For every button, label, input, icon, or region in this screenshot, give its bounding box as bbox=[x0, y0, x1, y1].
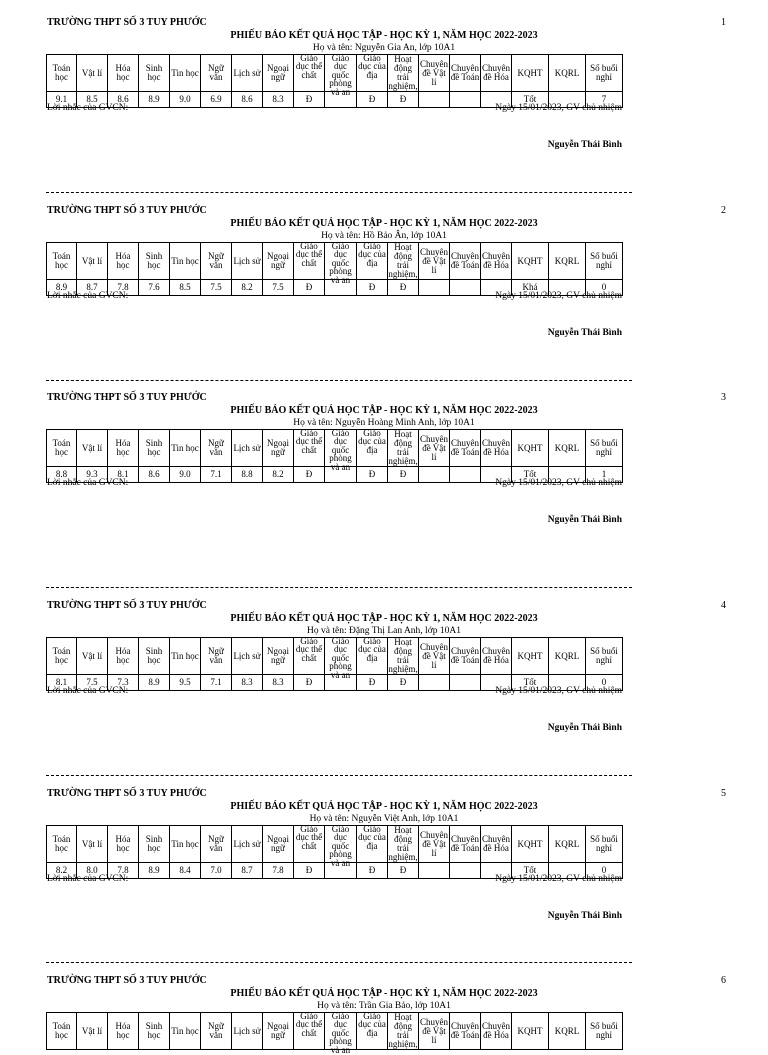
grade-cell: 7.5 bbox=[201, 280, 232, 296]
column-header: Ngoại ngữ bbox=[263, 55, 294, 92]
card-number: 6 bbox=[721, 975, 726, 986]
school-name: TRƯỜNG THPT SỐ 3 TUY PHƯỚC bbox=[47, 975, 207, 986]
column-header: Toán học bbox=[47, 243, 77, 280]
grade-cell bbox=[419, 863, 450, 879]
column-header bbox=[357, 638, 388, 675]
column-header: Vật lí bbox=[77, 430, 108, 467]
column-header: Lịch sử bbox=[232, 638, 263, 675]
grade-cell: 7.6 bbox=[139, 280, 170, 296]
column-header-text: Giáo dục thể chất bbox=[295, 636, 323, 663]
grade-cell: Đ bbox=[388, 675, 419, 691]
column-header: Hoạt động trải nghiệm, bbox=[388, 54, 418, 91]
header-row bbox=[47, 1013, 623, 1050]
grade-cell: 7.1 bbox=[201, 467, 232, 483]
column-header: Lịch sử bbox=[232, 55, 263, 92]
column-header: Tin học bbox=[170, 430, 201, 467]
column-header: Sinh học bbox=[139, 826, 170, 863]
card-separator bbox=[46, 587, 632, 588]
column-header: Vật lí bbox=[77, 638, 108, 675]
teacher-name: Nguyễn Thái Bình bbox=[547, 515, 622, 525]
column-header: Chuyên đề Hóa bbox=[481, 430, 512, 467]
column-header: Toán học bbox=[47, 430, 77, 467]
grade-cell: 9.3 bbox=[77, 467, 108, 483]
teacher-name: Nguyễn Thái Bình bbox=[547, 328, 622, 338]
header-row bbox=[47, 638, 623, 675]
grade-cell: 8.2 bbox=[232, 280, 263, 296]
student-line: Họ và tên: Đặng Thị Lan Anh, lớp 10A1 bbox=[307, 626, 461, 636]
teacher-note-label: Lời nhắc của GVCN: bbox=[47, 874, 129, 884]
grade-cell: 7.8 bbox=[108, 863, 139, 879]
column-header: Chuyên đề Vật lí bbox=[419, 638, 450, 675]
school-name: TRƯỜNG THPT SỐ 3 TUY PHƯỚC bbox=[47, 600, 207, 611]
column-header: Sinh học bbox=[139, 243, 170, 280]
column-header: KQHT bbox=[512, 1013, 549, 1050]
column-header: Chuyên đề Vật lí bbox=[419, 826, 450, 863]
column-header bbox=[294, 55, 325, 92]
date-line: Ngày 15/01/2023, GV chủ nhiệm bbox=[495, 103, 622, 113]
date-line: Ngày 15/01/2023, GV chủ nhiệm bbox=[495, 291, 622, 301]
column-header: Lịch sử bbox=[232, 1013, 263, 1050]
grade-cell: 8.6 bbox=[139, 467, 170, 483]
column-header: Số buổi nghỉ bbox=[586, 1013, 623, 1050]
grade-cell bbox=[450, 92, 481, 108]
column-header: Hóa học bbox=[108, 430, 139, 467]
column-header: Ngoại ngữ bbox=[263, 1013, 294, 1050]
grade-cell: 7.0 bbox=[201, 863, 232, 879]
grade-cell: Tốt bbox=[512, 467, 549, 483]
column-header: Toán học bbox=[47, 55, 77, 92]
column-header: Chuyên đề Vật lí bbox=[419, 430, 450, 467]
column-header: Số buổi nghỉ bbox=[586, 826, 623, 863]
grade-cell: 8.6 bbox=[232, 92, 263, 108]
column-header: Lịch sử bbox=[232, 243, 263, 280]
grade-cell bbox=[450, 675, 481, 691]
grade-cell: 9.5 bbox=[170, 675, 201, 691]
grade-cell: 0 bbox=[586, 675, 623, 691]
grade-cell: 9.1 bbox=[47, 92, 77, 108]
card-separator bbox=[46, 775, 632, 776]
column-header-text: Giáo dục thể chất bbox=[295, 428, 323, 455]
column-header: Tin học bbox=[170, 243, 201, 280]
column-header bbox=[357, 55, 388, 92]
grade-cell: 8.5 bbox=[170, 280, 201, 296]
grade-cell: 7 bbox=[586, 92, 623, 108]
grade-cell: Tốt bbox=[512, 92, 549, 108]
column-header bbox=[325, 636, 357, 680]
grade-cell: Tốt bbox=[512, 863, 549, 879]
column-header: Lịch sử bbox=[232, 430, 263, 467]
grade-cell: 8.3 bbox=[232, 675, 263, 691]
grade-cell: 8.8 bbox=[47, 467, 77, 483]
card-number: 5 bbox=[721, 788, 726, 799]
column-header: Tin học bbox=[170, 1013, 201, 1050]
column-header-text: Giáo dục của địa bbox=[358, 53, 386, 80]
grade-cell: Đ bbox=[294, 280, 325, 296]
header-row bbox=[47, 430, 623, 467]
column-header: Ngoại ngữ bbox=[263, 430, 294, 467]
column-header-text: Giáo dục thể chất bbox=[295, 53, 323, 80]
column-header bbox=[357, 243, 388, 280]
grade-cell: 8.6 bbox=[108, 92, 139, 108]
column-header: Ngữ văn bbox=[201, 638, 232, 675]
grade-cell: Đ bbox=[388, 92, 419, 108]
grade-cell: Đ bbox=[357, 863, 388, 879]
column-header: Chuyên đề Hóa bbox=[481, 1013, 512, 1050]
column-header-text: Giáo dục của địa bbox=[358, 824, 386, 851]
grade-cell: Đ bbox=[357, 280, 388, 296]
card-number: 3 bbox=[721, 392, 726, 403]
grade-cell: Đ bbox=[294, 92, 325, 108]
column-header bbox=[325, 1011, 357, 1055]
column-header: Tin học bbox=[170, 638, 201, 675]
grade-cell: 8.9 bbox=[139, 675, 170, 691]
grades-table bbox=[46, 242, 623, 296]
column-header: Lịch sử bbox=[232, 826, 263, 863]
column-header: Vật lí bbox=[77, 243, 108, 280]
column-header: Hóa học bbox=[108, 55, 139, 92]
column-header: Sinh học bbox=[139, 638, 170, 675]
date-line: Ngày 15/01/2023, GV chủ nhiệm bbox=[495, 874, 622, 884]
column-header: Hóa học bbox=[108, 1013, 139, 1050]
grade-cell: 8.0 bbox=[77, 863, 108, 879]
column-header bbox=[294, 638, 325, 675]
card-separator bbox=[46, 192, 632, 193]
grade-cell: 7.8 bbox=[263, 863, 294, 879]
column-header: Vật lí bbox=[77, 55, 108, 92]
grade-cell bbox=[450, 280, 481, 296]
column-header-text: Giáo dục quốc phòng và an bbox=[329, 636, 352, 680]
grade-cell: 8.3 bbox=[263, 92, 294, 108]
report-title: PHIẾU BÁO KẾT QUẢ HỌC TẬP - HỌC KỲ 1, NĂM HỌC 2022-2023 bbox=[230, 801, 538, 812]
column-header bbox=[325, 241, 357, 285]
grade-cell: 8.9 bbox=[47, 280, 77, 296]
school-name: TRƯỜNG THPT SỐ 3 TUY PHƯỚC bbox=[47, 788, 207, 799]
column-header: Chuyên đề Vật lí bbox=[419, 243, 450, 280]
column-header: Ngữ văn bbox=[201, 1013, 232, 1050]
column-header bbox=[325, 428, 357, 472]
column-header: Toán học bbox=[47, 826, 77, 863]
grade-cell: 7.1 bbox=[201, 675, 232, 691]
grades-table bbox=[46, 825, 623, 879]
column-header: Tin học bbox=[170, 55, 201, 92]
grade-cell: 9.0 bbox=[170, 92, 201, 108]
teacher-name: Nguyễn Thái Bình bbox=[547, 911, 622, 921]
column-header: Ngữ văn bbox=[201, 55, 232, 92]
grade-cell bbox=[450, 863, 481, 879]
column-header: Hoạt động trải nghiệm, bbox=[388, 242, 418, 279]
grade-cell: Đ bbox=[388, 467, 419, 483]
card-number: 1 bbox=[721, 17, 726, 28]
teacher-name: Nguyễn Thái Bình bbox=[547, 723, 622, 733]
column-header bbox=[325, 53, 357, 97]
column-header bbox=[357, 826, 388, 863]
grade-cell: Đ bbox=[388, 863, 419, 879]
grade-cell: Đ bbox=[357, 92, 388, 108]
column-header: Ngữ văn bbox=[201, 430, 232, 467]
grade-cell: Đ bbox=[294, 675, 325, 691]
teacher-note-label: Lời nhắc của GVCN: bbox=[47, 103, 129, 113]
grade-cell: 8.4 bbox=[170, 863, 201, 879]
column-header: KQRL bbox=[549, 826, 586, 863]
grade-cell: 8.2 bbox=[47, 863, 77, 879]
column-header: Chuyên đề Toán bbox=[450, 1013, 481, 1050]
column-header bbox=[325, 824, 357, 868]
header-row bbox=[47, 55, 623, 92]
column-header bbox=[294, 430, 325, 467]
column-header: Hoạt động trải nghiệm, bbox=[388, 429, 418, 466]
column-header-text: Giáo dục thể chất bbox=[295, 1011, 323, 1038]
grade-cell: 1 bbox=[586, 467, 623, 483]
date-line: Ngày 15/01/2023, GV chủ nhiệm bbox=[495, 478, 622, 488]
column-header bbox=[294, 243, 325, 280]
card-number: 2 bbox=[721, 205, 726, 216]
column-header: Số buổi nghỉ bbox=[586, 430, 623, 467]
column-header: Hoạt động trải nghiệm, bbox=[388, 637, 418, 674]
grade-cell: 0 bbox=[586, 280, 623, 296]
column-header: KQRL bbox=[549, 55, 586, 92]
column-header-text: Giáo dục của địa bbox=[358, 1011, 386, 1038]
header-row bbox=[47, 243, 623, 280]
column-header bbox=[294, 1013, 325, 1050]
column-header: KQRL bbox=[549, 1013, 586, 1050]
column-header: KQRL bbox=[549, 243, 586, 280]
column-header bbox=[357, 430, 388, 467]
grade-cell: Đ bbox=[294, 467, 325, 483]
card-number: 4 bbox=[721, 600, 726, 611]
student-line: Họ và tên: Trần Gia Bảo, lớp 10A1 bbox=[317, 1001, 451, 1011]
teacher-name: Nguyễn Thái Bình bbox=[547, 140, 622, 150]
grade-cell: Đ bbox=[357, 467, 388, 483]
student-line: Họ và tên: Nguyễn Việt Anh, lớp 10A1 bbox=[309, 814, 459, 824]
column-header-text: Giáo dục thể chất bbox=[295, 824, 323, 851]
grades-table bbox=[46, 1011, 623, 1055]
grade-cell: Tốt bbox=[512, 675, 549, 691]
teacher-note-label: Lời nhắc của GVCN: bbox=[47, 478, 129, 488]
column-header: Hóa học bbox=[108, 826, 139, 863]
grade-cell: 8.1 bbox=[108, 467, 139, 483]
column-header: Toán học bbox=[47, 1013, 77, 1050]
column-header: Chuyên đề Hóa bbox=[481, 826, 512, 863]
column-header: Chuyên đề Toán bbox=[450, 55, 481, 92]
column-header: KQHT bbox=[512, 826, 549, 863]
report-title: PHIẾU BÁO KẾT QUẢ HỌC TẬP - HỌC KỲ 1, NĂM HỌC 2022-2023 bbox=[230, 30, 538, 41]
card-separator bbox=[46, 962, 632, 963]
column-header: Ngữ văn bbox=[201, 826, 232, 863]
grade-cell: 7.5 bbox=[77, 675, 108, 691]
grades-table bbox=[46, 637, 623, 691]
column-header: Số buổi nghỉ bbox=[586, 638, 623, 675]
column-header: Toán học bbox=[47, 638, 77, 675]
column-header: KQHT bbox=[512, 638, 549, 675]
column-header: Số buổi nghỉ bbox=[586, 243, 623, 280]
grade-cell: 8.9 bbox=[139, 863, 170, 879]
column-header-text: Giáo dục của địa bbox=[358, 636, 386, 663]
column-header-text: Giáo dục quốc phòng và an bbox=[329, 428, 352, 472]
grade-cell: 7.5 bbox=[263, 280, 294, 296]
report-title: PHIẾU BÁO KẾT QUẢ HỌC TẬP - HỌC KỲ 1, NĂM HỌC 2022-2023 bbox=[230, 218, 538, 229]
grade-cell: 8.8 bbox=[232, 467, 263, 483]
column-header-text: Giáo dục quốc phòng và an bbox=[329, 241, 352, 285]
report-title: PHIẾU BÁO KẾT QUẢ HỌC TẬP - HỌC KỲ 1, NĂM HỌC 2022-2023 bbox=[230, 405, 538, 416]
column-header: Chuyên đề Toán bbox=[450, 638, 481, 675]
column-header: Ngoại ngữ bbox=[263, 826, 294, 863]
grade-cell: 8.7 bbox=[232, 863, 263, 879]
teacher-note-label: Lời nhắc của GVCN: bbox=[47, 686, 129, 696]
column-header-text: Giáo dục quốc phòng và an bbox=[329, 53, 352, 97]
column-header: KQHT bbox=[512, 430, 549, 467]
grade-cell bbox=[419, 280, 450, 296]
column-header: Hóa học bbox=[108, 638, 139, 675]
grade-cell: Đ bbox=[294, 863, 325, 879]
column-header: Chuyên đề Toán bbox=[450, 243, 481, 280]
grade-cell: 8.9 bbox=[139, 92, 170, 108]
school-name: TRƯỜNG THPT SỐ 3 TUY PHƯỚC bbox=[47, 205, 207, 216]
column-header: Số buổi nghỉ bbox=[586, 55, 623, 92]
grade-cell: 8.5 bbox=[77, 92, 108, 108]
column-header: Sinh học bbox=[139, 430, 170, 467]
column-header: Chuyên đề Toán bbox=[450, 826, 481, 863]
report-title: PHIẾU BÁO KẾT QUẢ HỌC TẬP - HỌC KỲ 1, NĂM HỌC 2022-2023 bbox=[230, 613, 538, 624]
column-header: Chuyên đề Vật lí bbox=[419, 1013, 450, 1050]
column-header: Ngữ văn bbox=[201, 243, 232, 280]
student-line: Họ và tên: Nguyễn Gia An, lớp 10A1 bbox=[312, 43, 456, 53]
grade-cell: 7.3 bbox=[108, 675, 139, 691]
grade-cell bbox=[419, 467, 450, 483]
column-header: KQRL bbox=[549, 430, 586, 467]
grade-cell bbox=[419, 675, 450, 691]
column-header bbox=[357, 1013, 388, 1050]
column-header: Vật lí bbox=[77, 826, 108, 863]
grade-cell: 8.2 bbox=[263, 467, 294, 483]
column-header: Chuyên đề Hóa bbox=[481, 55, 512, 92]
grade-cell: 8.3 bbox=[263, 675, 294, 691]
column-header-text: Giáo dục thể chất bbox=[295, 241, 323, 268]
column-header-text: Giáo dục quốc phòng và an bbox=[329, 824, 352, 868]
column-header: Hoạt động trải nghiệm, bbox=[388, 825, 418, 862]
grade-cell bbox=[419, 92, 450, 108]
column-header: Chuyên đề Hóa bbox=[481, 638, 512, 675]
column-header: Tin học bbox=[170, 826, 201, 863]
grade-cell: Khá bbox=[512, 280, 549, 296]
column-header bbox=[294, 826, 325, 863]
grade-cell: 6.9 bbox=[201, 92, 232, 108]
grade-cell: 8.1 bbox=[47, 675, 77, 691]
grade-cell: Đ bbox=[357, 675, 388, 691]
grade-cell: 9.0 bbox=[170, 467, 201, 483]
teacher-note-label: Lời nhắc của GVCN: bbox=[47, 291, 129, 301]
date-line: Ngày 15/01/2023, GV chủ nhiệm bbox=[495, 686, 622, 696]
column-header: Sinh học bbox=[139, 1013, 170, 1050]
school-name: TRƯỜNG THPT SỐ 3 TUY PHƯỚC bbox=[47, 392, 207, 403]
column-header: Vật lí bbox=[77, 1013, 108, 1050]
column-header: Hoạt động trải nghiệm, bbox=[388, 1012, 418, 1049]
school-name: TRƯỜNG THPT SỐ 3 TUY PHƯỚC bbox=[47, 17, 207, 28]
grade-cell: 8.7 bbox=[77, 280, 108, 296]
column-header: Chuyên đề Vật lí bbox=[419, 55, 450, 92]
header-row bbox=[47, 826, 623, 863]
column-header: Chuyên đề Hóa bbox=[481, 243, 512, 280]
column-header: Ngoại ngữ bbox=[263, 638, 294, 675]
column-header: Sinh học bbox=[139, 55, 170, 92]
report-title: PHIẾU BÁO KẾT QUẢ HỌC TẬP - HỌC KỲ 1, NĂM HỌC 2022-2023 bbox=[230, 988, 538, 999]
grade-cell: 7.8 bbox=[108, 280, 139, 296]
grades-table bbox=[46, 54, 623, 108]
column-header-text: Giáo dục của địa bbox=[358, 428, 386, 455]
column-header: KQHT bbox=[512, 55, 549, 92]
column-header: Hóa học bbox=[108, 243, 139, 280]
card-separator bbox=[46, 380, 632, 381]
column-header-text: Giáo dục của địa bbox=[358, 241, 386, 268]
grade-cell bbox=[450, 467, 481, 483]
column-header: Chuyên đề Toán bbox=[450, 430, 481, 467]
grades-table bbox=[46, 429, 623, 483]
grade-cell: Đ bbox=[388, 280, 419, 296]
student-line: Họ và tên: Nguyễn Hoàng Minh Anh, lớp 10A1 bbox=[293, 418, 475, 428]
column-header: Ngoại ngữ bbox=[263, 243, 294, 280]
student-line: Họ và tên: Hồ Bảo Ân, lớp 10A1 bbox=[321, 231, 447, 241]
grade-cell: 0 bbox=[586, 863, 623, 879]
column-header-text: Giáo dục quốc phòng và an bbox=[329, 1011, 352, 1055]
column-header: KQRL bbox=[549, 638, 586, 675]
column-header: KQHT bbox=[512, 243, 549, 280]
